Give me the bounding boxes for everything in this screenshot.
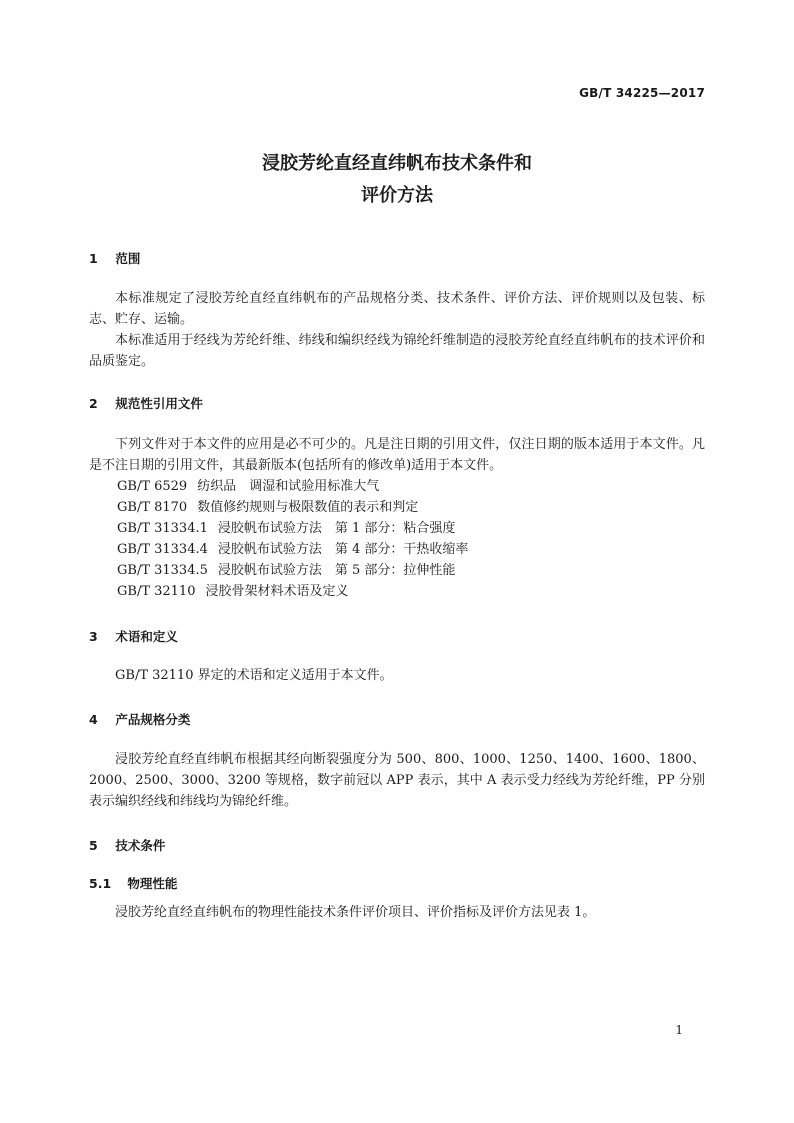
reference-title: 浸胶帆布试验方法 第 5 部分：拉伸性能	[217, 563, 456, 578]
section-4-heading	[89, 710, 190, 728]
reference-item	[117, 518, 455, 539]
section-2-heading	[89, 394, 203, 412]
title-line-2: 评价方法	[361, 185, 433, 206]
section-3-paragraph: GB/T 32110 界定的术语和定义适用于本文件。	[115, 668, 393, 683]
section-3-title: 术语和定义	[115, 629, 178, 644]
section-1-number: 1	[89, 251, 98, 266]
section-4-title: 产品规格分类	[115, 712, 191, 727]
reference-title: 浸胶骨架材料术语及定义	[205, 584, 349, 599]
section-3-number: 3	[89, 629, 98, 644]
title-line-1: 浸胶芳纶直经直纬帆布技术条件和	[262, 153, 532, 174]
section-5-1-title: 物理性能	[127, 876, 178, 891]
section-3-heading	[89, 627, 178, 645]
reference-item	[117, 581, 349, 602]
section-5-title: 技术条件	[115, 838, 166, 853]
reference-code: GB/T 31334.1	[117, 521, 208, 536]
reference-title: 数值修约规则与极限数值的表示和判定	[197, 500, 419, 515]
document-title	[0, 148, 794, 212]
section-4-paragraph: 浸胶芳纶直经直纬帆布根据其经向断裂强度分为 500、800、1000、1250、1400、1600、1800、2000、2500、3000、3200 等规格，数字前冠以 APP 表示，其中 A 表示受力经线为芳纶纤维，PP 分别表示编织经线和纬线均为锦纶纤维。	[89, 752, 705, 809]
section-5-1-paragraph: 浸胶芳纶直经直纬帆布的物理性能技术条件评价项目、评价指标及评价方法见表 1。	[115, 905, 596, 920]
section-5-1-heading	[89, 874, 177, 892]
section-1-heading	[89, 249, 140, 267]
section-2-title: 规范性引用文件	[115, 396, 203, 411]
reference-code: GB/T 8170	[117, 500, 188, 515]
reference-item	[117, 476, 379, 497]
reference-title: 浸胶帆布试验方法 第 4 部分：干热收缩率	[217, 542, 469, 557]
section-2-number: 2	[89, 396, 98, 411]
reference-item	[117, 539, 468, 560]
reference-code: GB/T 31334.4	[117, 542, 208, 557]
section-2-intro: 下列文件对于本文件的应用是必不可少的。凡是注日期的引用文件，仅注日期的版本适用于本文件。凡是不注日期的引用文件，其最新版本(包括所有的修改单)适用于本文件。	[89, 437, 705, 473]
reference-title: 纺织品 调湿和试验用标准大气	[197, 479, 380, 494]
reference-code: GB/T 31334.5	[117, 563, 208, 578]
section-1-paragraph-1: 本标准规定了浸胶芳纶直经直纬帆布的产品规格分类、技术条件、评价方法、评价规则以及包装、标志、贮存、运输。	[89, 291, 705, 327]
standard-number: GB/T 34225—2017	[579, 86, 705, 100]
reference-title: 浸胶帆布试验方法 第 1 部分：粘合强度	[217, 521, 456, 536]
section-1-title: 范围	[115, 251, 141, 266]
section-5-1-number: 5.1	[89, 876, 112, 891]
section-5-heading	[89, 836, 165, 854]
section-4-number: 4	[89, 712, 98, 727]
reference-item	[117, 497, 418, 518]
section-5-number: 5	[89, 838, 98, 853]
section-1-paragraph-2: 本标准适用于经线为芳纶纤维、纬线和编织经线为锦纶纤维制造的浸胶芳纶直经直纬帆布的技术评价和品质鉴定。	[89, 333, 705, 369]
reference-code: GB/T 32110	[117, 584, 196, 599]
page-number: 1	[675, 1023, 683, 1037]
reference-code: GB/T 6529	[117, 479, 188, 494]
reference-item	[117, 560, 455, 581]
